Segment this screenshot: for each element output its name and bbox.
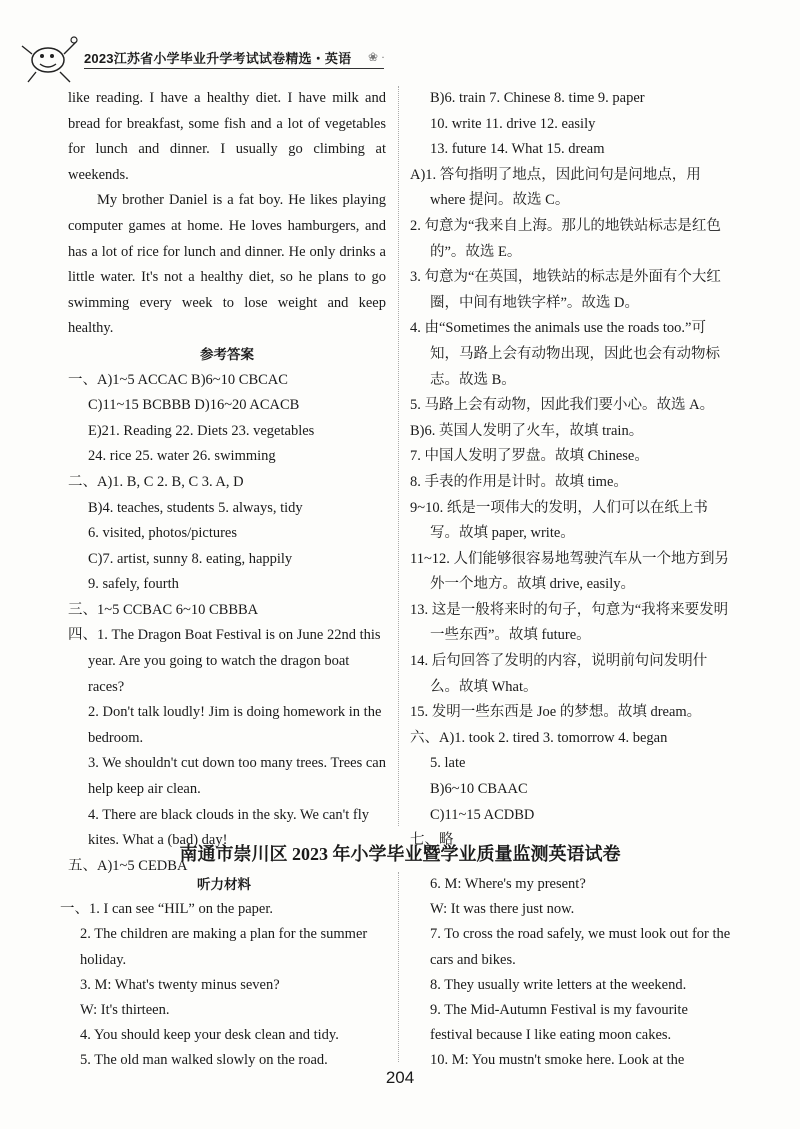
passage-paragraph: like reading. I have a healthy diet. I have milk and bread for breakfast, some fish and a lot of vegetables for lunch and dinner. I usually go climbing at weekends.: [68, 90, 386, 183]
answer-line: 六、A)1. took 2. tired 3. tomorrow 4. began: [410, 729, 668, 746]
listening-line: 7. To cross the road safely, we must look out for the cars and bikes.: [430, 926, 731, 968]
answer-line: 四、1. The Dragon Boat Festival is on June 22nd this year. Are you going to watch the dragon boat races?: [68, 627, 381, 695]
answer-line: 七、略: [410, 832, 454, 849]
page-header: [18, 32, 438, 88]
answer-line: 3. We shouldn't cut down too many trees. Trees can help keep air clean.: [88, 755, 386, 798]
answer-line: 五、A)1~5 CEDBA: [68, 857, 188, 874]
explanation-line: 9~10. 纸是一项伟大的发明，人们可以在纸上书写。故填 paper, write。: [410, 499, 708, 542]
answer-line: 13. future 14. What 15. dream: [430, 141, 605, 158]
header-decoration-icon: ❀ ·: [368, 50, 386, 64]
explanation-line: 11~12. 人们能够很容易地驾驶汽车从一个地方到另外一个地方。故填 drive, easily。: [410, 550, 730, 593]
explanation-line: 15. 发明一些东西是 Joe 的梦想。故填 dream。: [410, 704, 702, 721]
explanation-line: 14. 后句回答了发明的内容，说明前句问发明什么。故填 What。: [410, 653, 708, 695]
explanation-line: 8. 手表的作用是计时。故填 time。: [410, 473, 628, 490]
listening-line: 5. The old man walked slowly on the road.: [80, 1052, 328, 1069]
exam-title: 南通市崇川区 2023 年小学毕业暨学业质量监测英语试卷: [179, 844, 621, 864]
column-divider: [398, 86, 399, 826]
listening-line: 4. You should keep your desk clean and tidy.: [80, 1027, 339, 1044]
listening-right-column: [410, 872, 732, 1074]
answer-line: B)6. train 7. Chinese 8. time 9. paper: [430, 90, 645, 106]
answer-line: 4. There are black clouds in the sky. We can't fly kites. What a (bad) day!: [88, 806, 370, 849]
answers-heading: 参考答案: [200, 346, 254, 362]
listening-line: W: It was there just now.: [430, 901, 575, 918]
column-divider: [398, 872, 399, 1062]
answer-line: 6. visited, photos/pictures: [88, 525, 238, 542]
listening-line: 8. They usually write letters at the weekend.: [430, 976, 687, 993]
listening-line: 10. M: You mustn't smoke here. Look at the: [430, 1052, 685, 1069]
listening-line: 3. M: What's twenty minus seven?: [80, 976, 280, 993]
listening-line: W: It's thirteen.: [80, 1002, 170, 1019]
answer-line: E)21. Reading 22. Diets 23. vegetables: [88, 422, 315, 439]
explanation-line: B)6. 英国人发明了火车，故填 train。: [410, 422, 644, 439]
listening-heading: 听力材料: [197, 877, 251, 892]
answer-line: C)11~15 BCBBB D)16~20 ACACB: [88, 397, 300, 414]
listening-line: 2. The children are making a plan for the summer holiday.: [80, 926, 368, 968]
listening-left-column: [60, 872, 388, 1074]
explanation-line: 5. 马路上会有动物，因此我们要小心。故选 A。: [410, 397, 715, 414]
page-number: 204: [385, 1068, 415, 1087]
listening-line: 9. The Mid-Autumn Festival is my favourite festival because I like eating moon cakes.: [430, 1002, 688, 1044]
answer-line: C)11~15 ACDBD: [430, 806, 535, 823]
answer-line: B)6~10 CBAAC: [430, 781, 528, 798]
listening-line: 6. M: Where's my present?: [430, 876, 586, 892]
answer-line: 2. Don't talk loudly! Jim is doing homework in the bedroom.: [88, 704, 382, 746]
answer-line: 三、1~5 CCBAC 6~10 CBBBA: [68, 601, 259, 618]
answer-line: 二、A)1. B, C 2. B, C 3. A, D: [68, 473, 244, 490]
answer-line: 一、A)1~5 ACCAC B)6~10 CBCAC: [68, 371, 288, 388]
explanation-line: 7. 中国人发明了罗盘。故填 Chinese。: [410, 448, 649, 465]
explanation-line: 4. 由“Sometimes the animals use the roads too.”可知，马路上会有动物出现，因此也会有动物标志。故选 B。: [410, 320, 720, 388]
listening-line: 一、1. I can see “HIL” on the paper.: [60, 901, 273, 918]
explanation-line: 13. 这是一般将来时的句子，句意为“我将来要发明一些东西”。故填 future。: [410, 601, 729, 644]
passage-paragraph: My brother Daniel is a fat boy. He likes playing computer games at home. He loves hamburgers, and has a lot of rice for lunch and dinner. He only drinks a little water. It's not a healthy diet, so he plans to go swimming every week to lose weight and keep healthy.: [68, 192, 386, 337]
right-column: [410, 86, 732, 854]
explanation-line: A)1. 答句指明了地点，因此问句是问地点，用 where 提问。故选 C。: [410, 166, 701, 209]
answer-line: 9. safely, fourth: [88, 576, 179, 593]
answer-line: 24. rice 25. water 26. swimming: [88, 448, 276, 465]
answer-line: 10. write 11. drive 12. easily: [430, 115, 596, 132]
left-column: [68, 86, 386, 879]
mascot-icon: [18, 32, 82, 84]
explanation-line: 3. 句意为“在英国，地铁站的标志是外面有个大红圈，中间有地铁字样”。故选 D。: [410, 269, 721, 311]
explanation-line: 2. 句意为“我来自上海。那儿的地铁站标志是红色的”。故选 E。: [410, 217, 721, 260]
answer-line: B)4. teaches, students 5. always, tidy: [88, 499, 303, 516]
header-rule: [84, 68, 384, 69]
answer-line: 5. late: [430, 755, 466, 772]
answer-line: C)7. artist, sunny 8. eating, happily: [88, 550, 293, 567]
header-title: 2023江苏省小学毕业升学考试试卷精选・英语: [84, 51, 352, 66]
